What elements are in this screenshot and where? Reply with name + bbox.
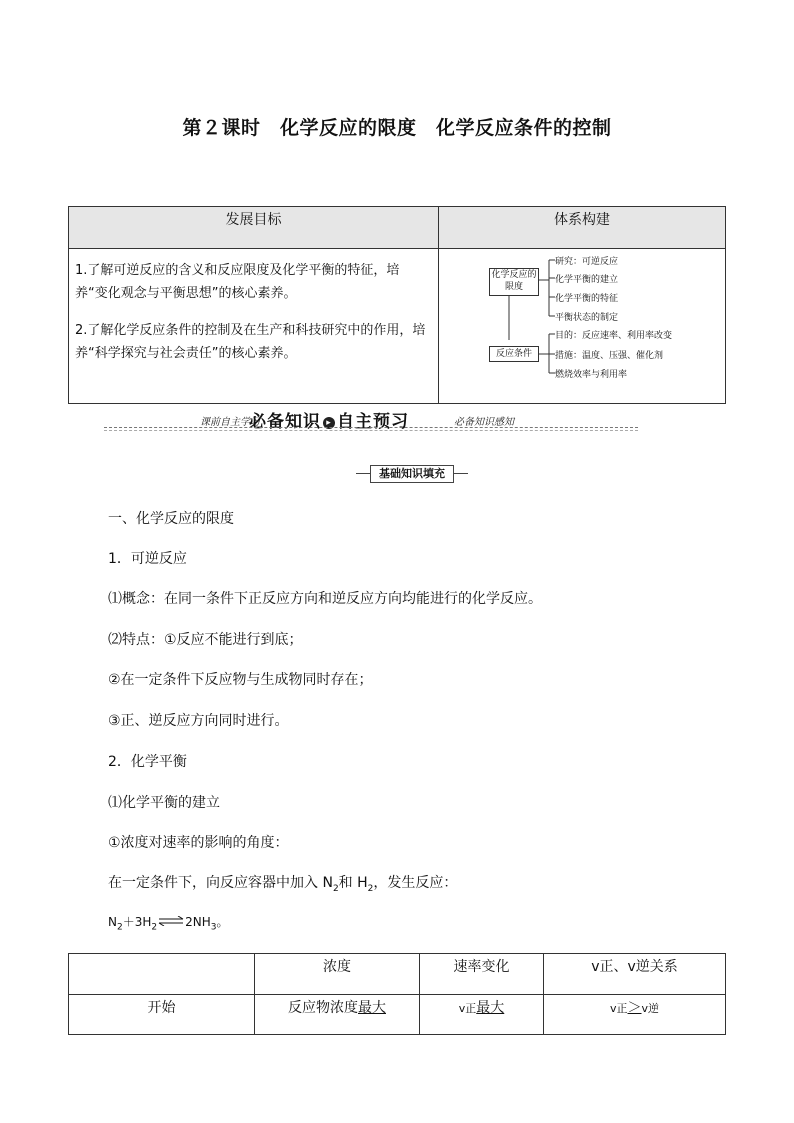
reaction-equation: $N_2+3H_2$ $2NH_3$。 (108, 915, 229, 933)
concentration-cell (255, 995, 420, 1035)
feature-text: ③正、逆反应方向同时进行。 (108, 713, 289, 729)
section-label (356, 465, 468, 481)
equation-part: 2NH (185, 915, 211, 929)
divider (104, 430, 638, 431)
rate-cell (420, 995, 544, 1035)
relation-cell (544, 995, 726, 1035)
heading-reaction-limit: 一、化学反应的限度 (108, 511, 234, 527)
concept-map-cell (439, 249, 726, 404)
map-leaf: 措施：温度、压强、催化剂 (555, 351, 664, 361)
equation-part: ＋3H (122, 915, 152, 929)
feature-text: ⑵特点：①反应不能进行到底； (108, 632, 303, 648)
intro-text: 在一定条件下，向反应容器中加入 $N_2$和 $H_2$，发生反应： (108, 875, 458, 894)
table-header: 浓度 (255, 954, 420, 995)
goals-cell (69, 249, 439, 404)
cell-text: v正 (609, 1002, 628, 1015)
cell-text: 反应物浓度 (288, 1000, 358, 1016)
map-leaf: 目的：反应速率、利用率改变 (555, 331, 673, 341)
map-leaf: 燃烧效率与利用率 (555, 370, 628, 380)
feature-text: ②在一定条件下反应物与生成物同时存在； (108, 672, 373, 688)
heading-reversible: 1．可逆反应 (108, 551, 187, 567)
goals-header: 发展目标 (69, 207, 439, 249)
stage-cell: 开始 (69, 995, 255, 1035)
equation-part: 。 (216, 915, 229, 929)
banner-title (249, 407, 409, 432)
table-header (69, 954, 255, 995)
answer-blank: ＞ (627, 1000, 642, 1016)
intro-part: 在一定条件下，向反应容器中加入 N (108, 875, 333, 891)
table-row (69, 995, 726, 1035)
concept-text: ⑴概念：在同一条件下正反应方向和逆反应方向均能进行的化学反应。 (108, 591, 542, 607)
banner-title-part1: 必备知识 (249, 412, 321, 432)
goals-table (68, 206, 726, 404)
answer-blank: 最大 (476, 1000, 505, 1016)
page-title: 第２课时 化学反应的限度 化学反应条件的控制 (182, 117, 612, 139)
subheading-equilibrium-build: ⑴化学平衡的建立 (108, 795, 220, 811)
banner-title-part2: 自主预习 (337, 412, 409, 432)
map-leaf: 化学平衡的特征 (555, 294, 619, 304)
map-leaf: 平衡状态的制定 (555, 313, 619, 323)
intro-part: 和 H (338, 875, 368, 891)
intro-part: ，发生反应： (373, 875, 458, 891)
heading-equilibrium: 2．化学平衡 (108, 754, 187, 770)
banner-left-text: 课前自主学习 (200, 417, 260, 428)
concept-map (489, 254, 719, 384)
section-label-text: 基础知识填充 (370, 465, 454, 483)
subheading-concentration: ①浓度对速率的影响的角度： (108, 835, 289, 851)
section-banner (104, 407, 638, 432)
arrow-right-icon: ▸ (323, 417, 335, 429)
table-header: v正、v逆关系 (544, 954, 726, 995)
framework-header: 体系构建 (439, 207, 726, 249)
rate-table (68, 953, 726, 1035)
reversible-arrow-icon (158, 916, 184, 926)
goal-item: 1.了解可逆反应的含义和反应限度及化学平衡的特征，培养“变化观念与平衡思想”的核心素养。 (75, 263, 400, 301)
divider (104, 427, 638, 428)
banner-right-text: 必备知识感知 (454, 417, 514, 428)
table-header: 速率变化 (420, 954, 544, 995)
map-leaf: 化学平衡的建立 (555, 275, 619, 285)
cell-text: v逆 (641, 1002, 660, 1015)
equation-part: N (108, 915, 117, 929)
map-node-limit: 化学反应的限度 (489, 268, 539, 296)
cell-text: v正 (458, 1002, 477, 1015)
answer-blank: 最大 (358, 1000, 386, 1016)
map-node-conditions: 反应条件 (489, 346, 539, 362)
goal-item: 2.了解化学反应条件的控制及在生产和科技研究中的作用，培养“科学探究与社会责任”的核心素养。 (75, 323, 426, 361)
map-leaf: 研究：可逆反应 (555, 257, 619, 267)
